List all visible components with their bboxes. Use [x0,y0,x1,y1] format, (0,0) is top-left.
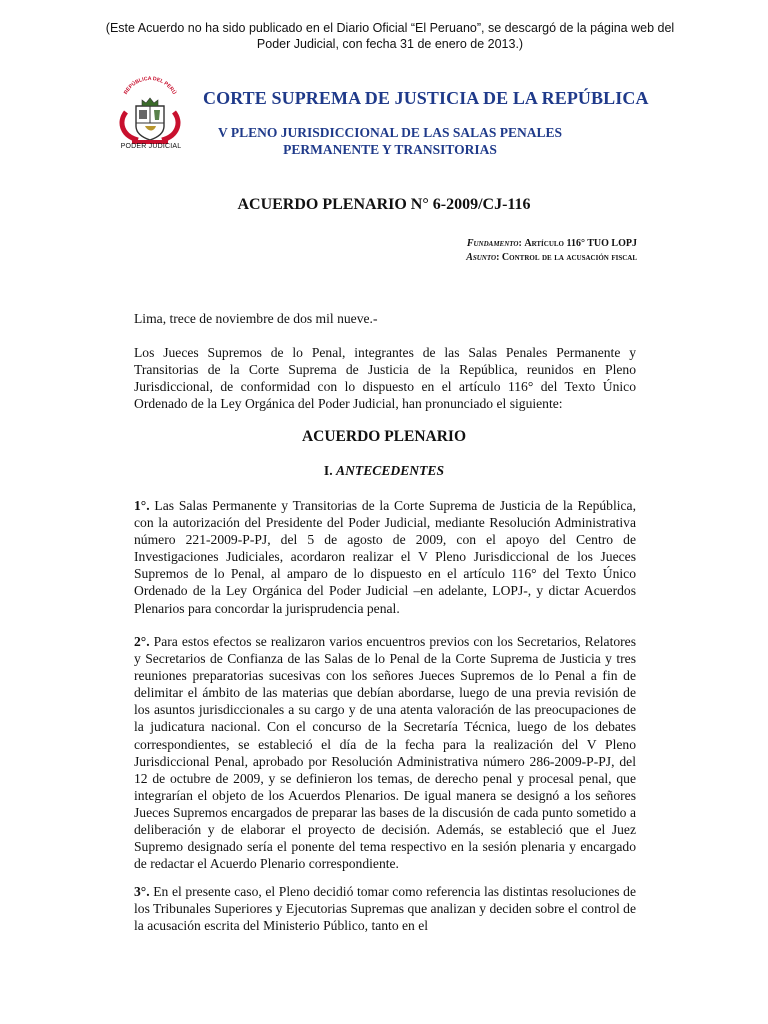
paragraph-text: En el presente caso, el Pleno decidió tomar como referencia las distintas resoluciones de los Tribunales Superiores y Ejecutorias Supremas que analizan y deciden sobre el control de la acusación escrita del Ministerio Público, tanto en el [134,884,636,934]
paragraph-number: 2°. [134,634,150,649]
logo-label: PODER JUDICIAL [120,143,182,150]
publication-note: (Este Acuerdo no ha sido publicado en el Diario Oficial “El Peruano”, se descargó de la página web del Poder Judicial, con fecha 31 de enero de 2013.) [105,21,675,51]
pleno-title: V PLENO JURISDICCIONAL DE LAS SALAS PENALES PERMANENTE Y TRANSITORIAS [217,125,563,157]
heading-sub-number: I. [323,463,333,478]
paragraph-text: Para estos efectos se realizaron varios encuentros previos con los Secretarios, Relatores y Secretarios de Confianza de las Salas de lo Penal de la Corte Suprema de Justicia y tres reuniones preparatorias sucesivas con los señores Jueces Supremos de lo Penal a fin de delimitar el ámbito de las materias que debían abordarse, luego de una previa revisión de los asuntos jurisdiccionales a su cargo y de una atenta valoración de las preocupaciones de la judicatura nacional. Con el concurso de la Secretaría Técnica, luego de los debates correspondientes, se estableció el día de la fecha para la realización del V Pleno Jurisdiccional Penal, aprobado por Resolución Administrativa número 286-2009-P-PJ, del 12 de octubre de 2009, y se definieron los temas, de derecho penal y procesal penal, que integrarían el objeto de los Acuerdos Plenarios. De igual manera se designó a los señores Jueces Supremos encargados de preparar las bases de la discusión de cada punto sometido a deliberación y de elaborar el proyecto de decisión. Además, se estableció que el Juez Supremo designado sería el ponente del tema respectivo en la sesión plenaria y encargado de redactar el Acuerdo Plenario correspondiente. [134,634,636,872]
asunto-label: Asunto [466,252,497,263]
logo-arc-text: REPÚBLICA DEL PERÚ [123,76,177,96]
document-meta [466,237,637,265]
fundamento-label: Fundamento [466,238,519,249]
paragraph-2 [134,633,636,872]
court-title: CORTE SUPREMA DE JUSTICIA DE LA REPÚBLICA [203,88,649,108]
acuerdo-number: ACUERDO PLENARIO N° 6-2009/CJ-116 [237,196,531,213]
svg-text:REPÚBLICA DEL PERÚ [123,76,178,96]
heading-acuerdo-plenario: ACUERDO PLENARIO [301,428,467,445]
fundamento-line: Fundamento: Artículo 116° TUO LOPJ [466,238,637,249]
fundamento-value: Artículo 116° TUO LOPJ [524,238,637,249]
heading-sub-text: ANTECEDENTES [336,463,445,478]
paragraph-1 [134,497,636,617]
asunto-line: Asunto: Control de la acusación fiscal [466,252,637,263]
asunto-value: Control de la acusación fiscal [501,252,637,263]
paragraph-number: 1°. [134,498,150,513]
heading-antecedentes [0,463,768,479]
paragraph-number: 3°. [134,884,150,899]
place-date: Lima, trece de noviembre de dos mil nueve.- [134,311,378,326]
paragraph-3 [134,883,636,934]
intro-paragraph: Los Jueces Supremos de lo Penal, integrantes de las Salas Penales Permanente y Transitorias de la Corte Suprema de Justicia de la República, reunidos en Pleno Jurisdiccional, de conformidad con lo dispuesto en el artículo 116° del Texto Único Ordenado de la Ley Orgánica del Poder Judicial, han pronunciado el siguiente: [134,345,636,412]
paragraph-text: Las Salas Permanente y Transitorias de la Corte Suprema de Justicia de la República, con la autorización del Presidente del Poder Judicial, mediante Resolución Administrativa número 221-2009-P-PJ, del 5 de agosto de 2009, con el apoyo del Centro de Investigaciones Judiciales, acordaron realizar el V Pleno Jurisdiccional de los Jueces Supremos de lo Penal, al amparo de lo dispuesto en el artículo 116° del Texto Único Ordenado de la Ley Orgánica del Poder Judicial –en adelante, LOPJ-, y dictar Acuerdos Plenarios para concordar la jurisprudencia penal. [134,498,636,616]
